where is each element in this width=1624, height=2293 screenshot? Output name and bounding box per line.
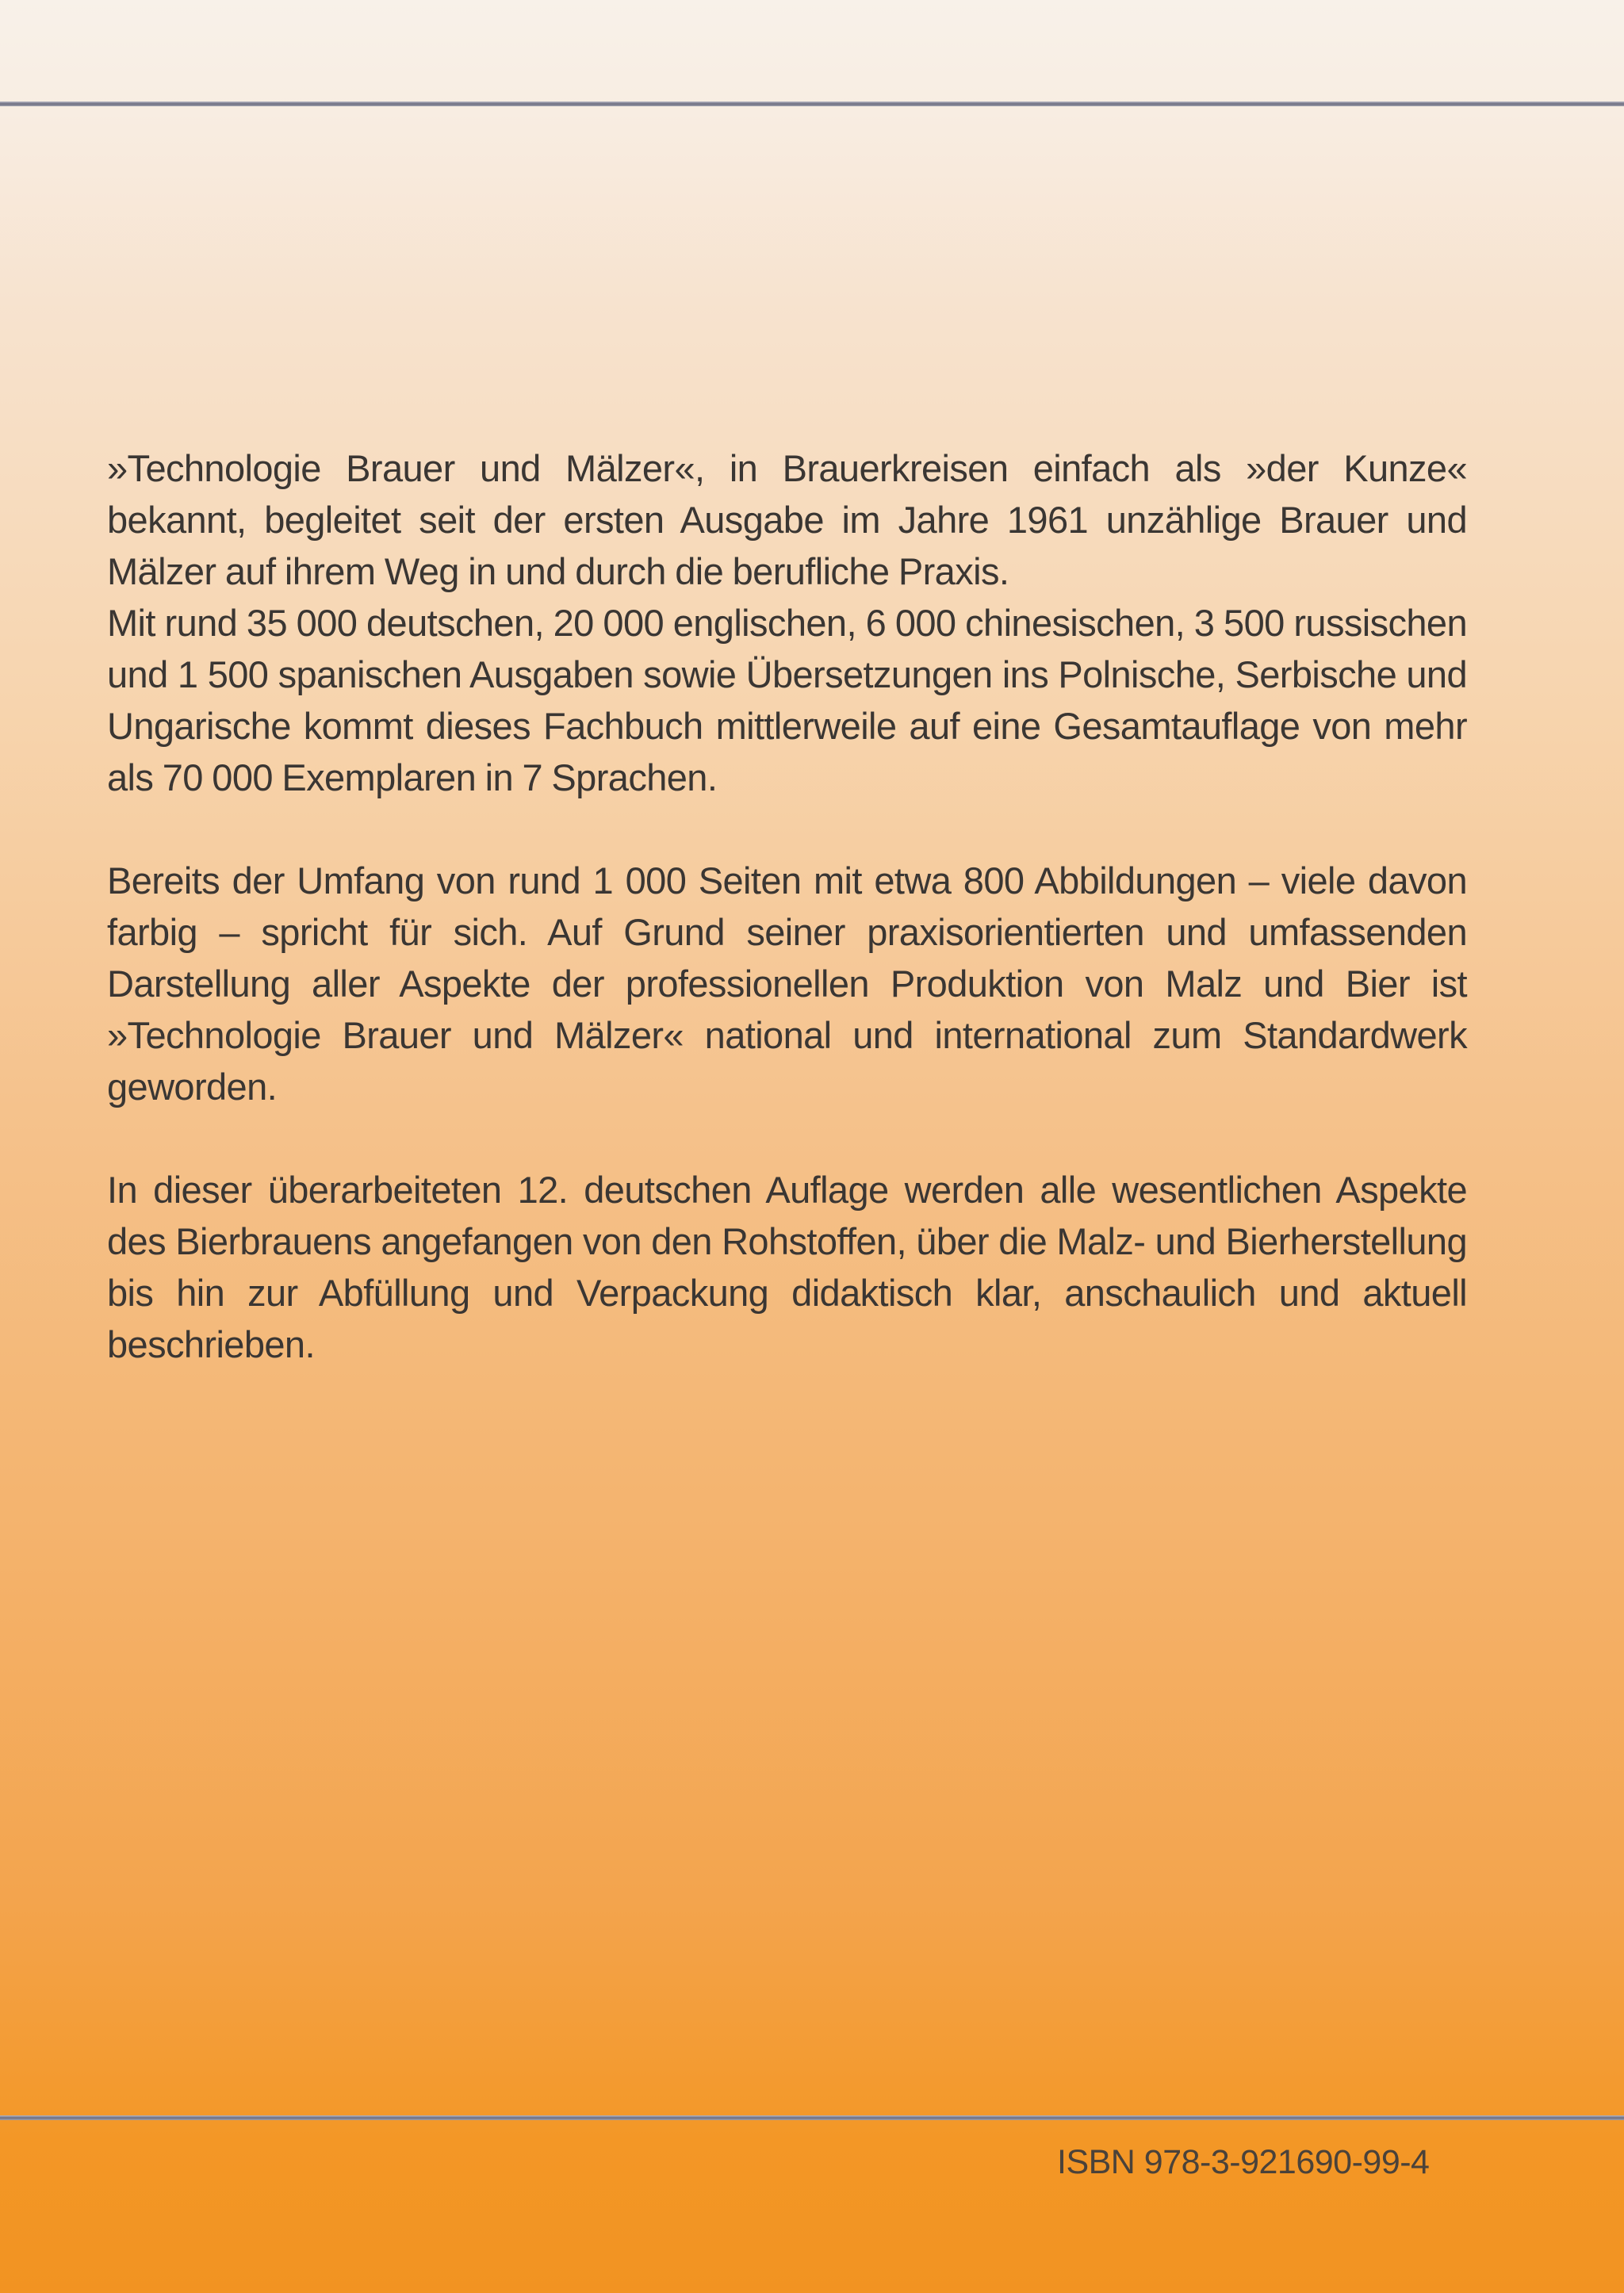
bottom-divider-rule [0,2115,1624,2120]
blurb-paragraph-scope: Bereits der Umfang von rund 1 000 Seiten mit etwa 800 Abbildungen – viele davon farbig – spricht für sich. Auf Grund seiner praxisorientierten und umfassenden Darstellung aller Aspekte der professionellen Produktion von Malz und Bier ist »Technologie Brauer und Mälzer« national und international zum Standardwerk geworden. [107,859,1467,1108]
isbn-label: ISBN 978-3-921690-99-4 [1057,2143,1430,2181]
blurb-paragraph-intro: »Technologie Brauer und Mälzer«, in Brauerkreisen einfach als »der Kunze« bekannt, begleitet seit der ersten Ausgabe im Jahre 1961 unzählige Brauer und Mälzer auf ihrem Weg in und durch die berufliche Praxis. [107,447,1467,592]
blurb-paragraph-edition: In dieser überarbeiteten 12. deutschen Auflage werden alle wesentlichen Aspekte des Bierbrauens angefangen von den Rohstoffen, über die Malz- und Bierherstellung bis hin zur Abfüllung und Verpackung didaktisch klar, anschaulich und aktuell beschrieben. [107,1169,1467,1365]
top-divider-rule [0,101,1624,106]
blurb-paragraph-circulation: Mit rund 35 000 deutschen, 20 000 englischen, 6 000 chinesischen, 3 500 russischen und 1 500 spanischen Ausgaben sowie Übersetzungen ins Polnische, Serbische und Ungarische kommt dieses Fachbuch mittlerweile auf eine Gesamtauflage von mehr als 70 000 Exemplaren in 7 Sprachen. [107,602,1467,798]
back-cover-blurb [107,442,1467,1422]
